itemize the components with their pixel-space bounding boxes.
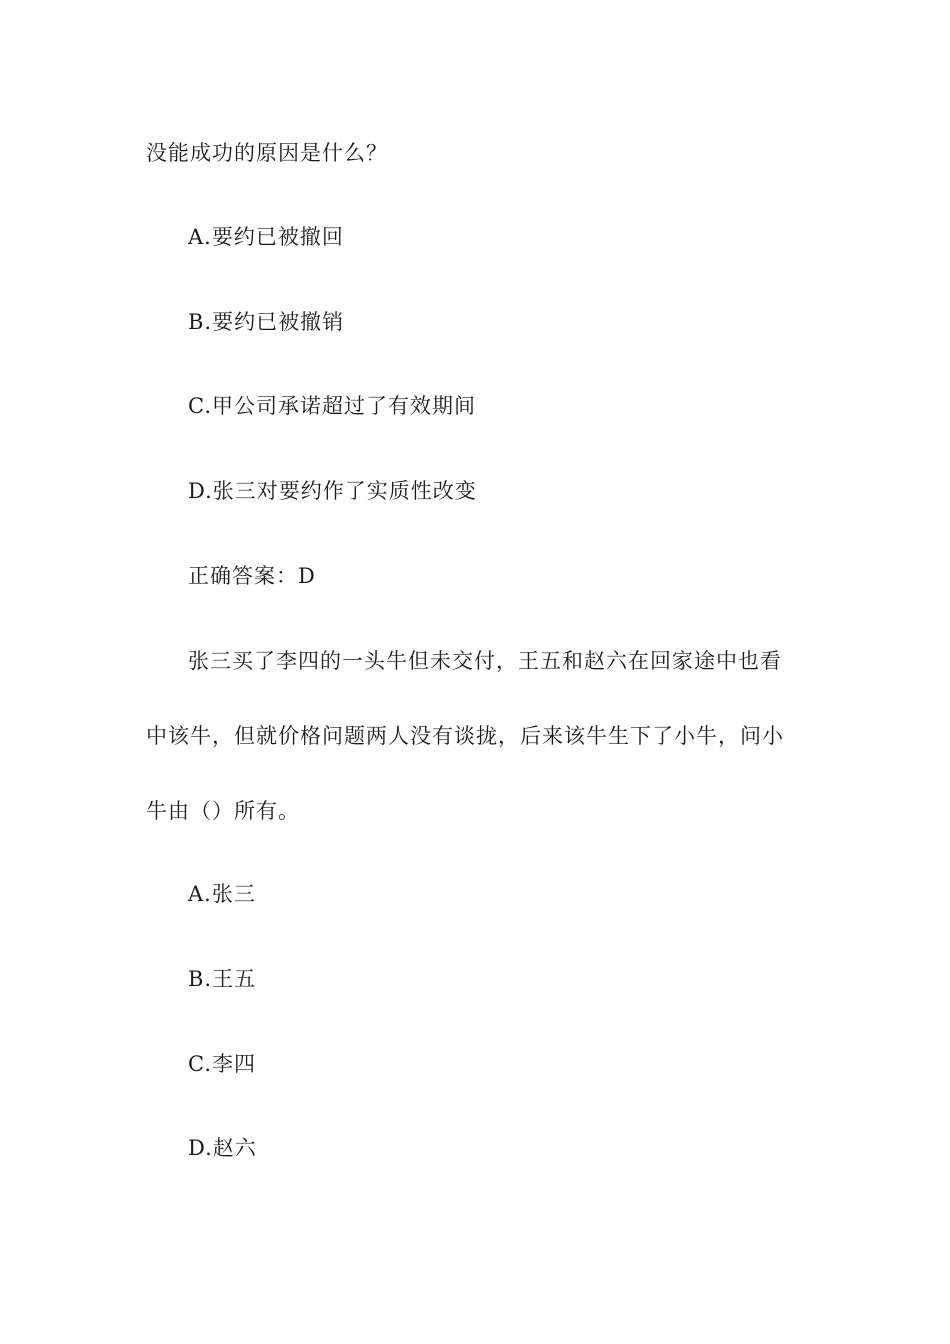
option-c: C.李四 (188, 1052, 256, 1076)
question-stem-line-1: 张三买了李四的一头牛但未交付，王五和赵六在回家途中也看 (188, 649, 782, 673)
correct-answer: 正确答案：D (188, 564, 316, 588)
option-d: D.张三对要约作了实质性改变 (188, 479, 477, 503)
option-b: B.要约已被撤销 (188, 310, 345, 334)
option-c: C.甲公司承诺超过了有效期间 (188, 394, 476, 418)
option-b: B.王五 (188, 967, 257, 991)
question-stem-tail: 没能成功的原因是什么？ (146, 141, 388, 165)
option-a: A.要约已被撤回 (188, 225, 344, 249)
question-stem-line-3: 牛由（）所有。 (146, 799, 300, 823)
option-d: D.赵六 (188, 1136, 257, 1160)
option-a: A.张三 (188, 882, 256, 906)
question-stem-line-2: 中该牛，但就价格问题两人没有谈拢，后来该牛生下了小牛，问小 (146, 724, 784, 748)
